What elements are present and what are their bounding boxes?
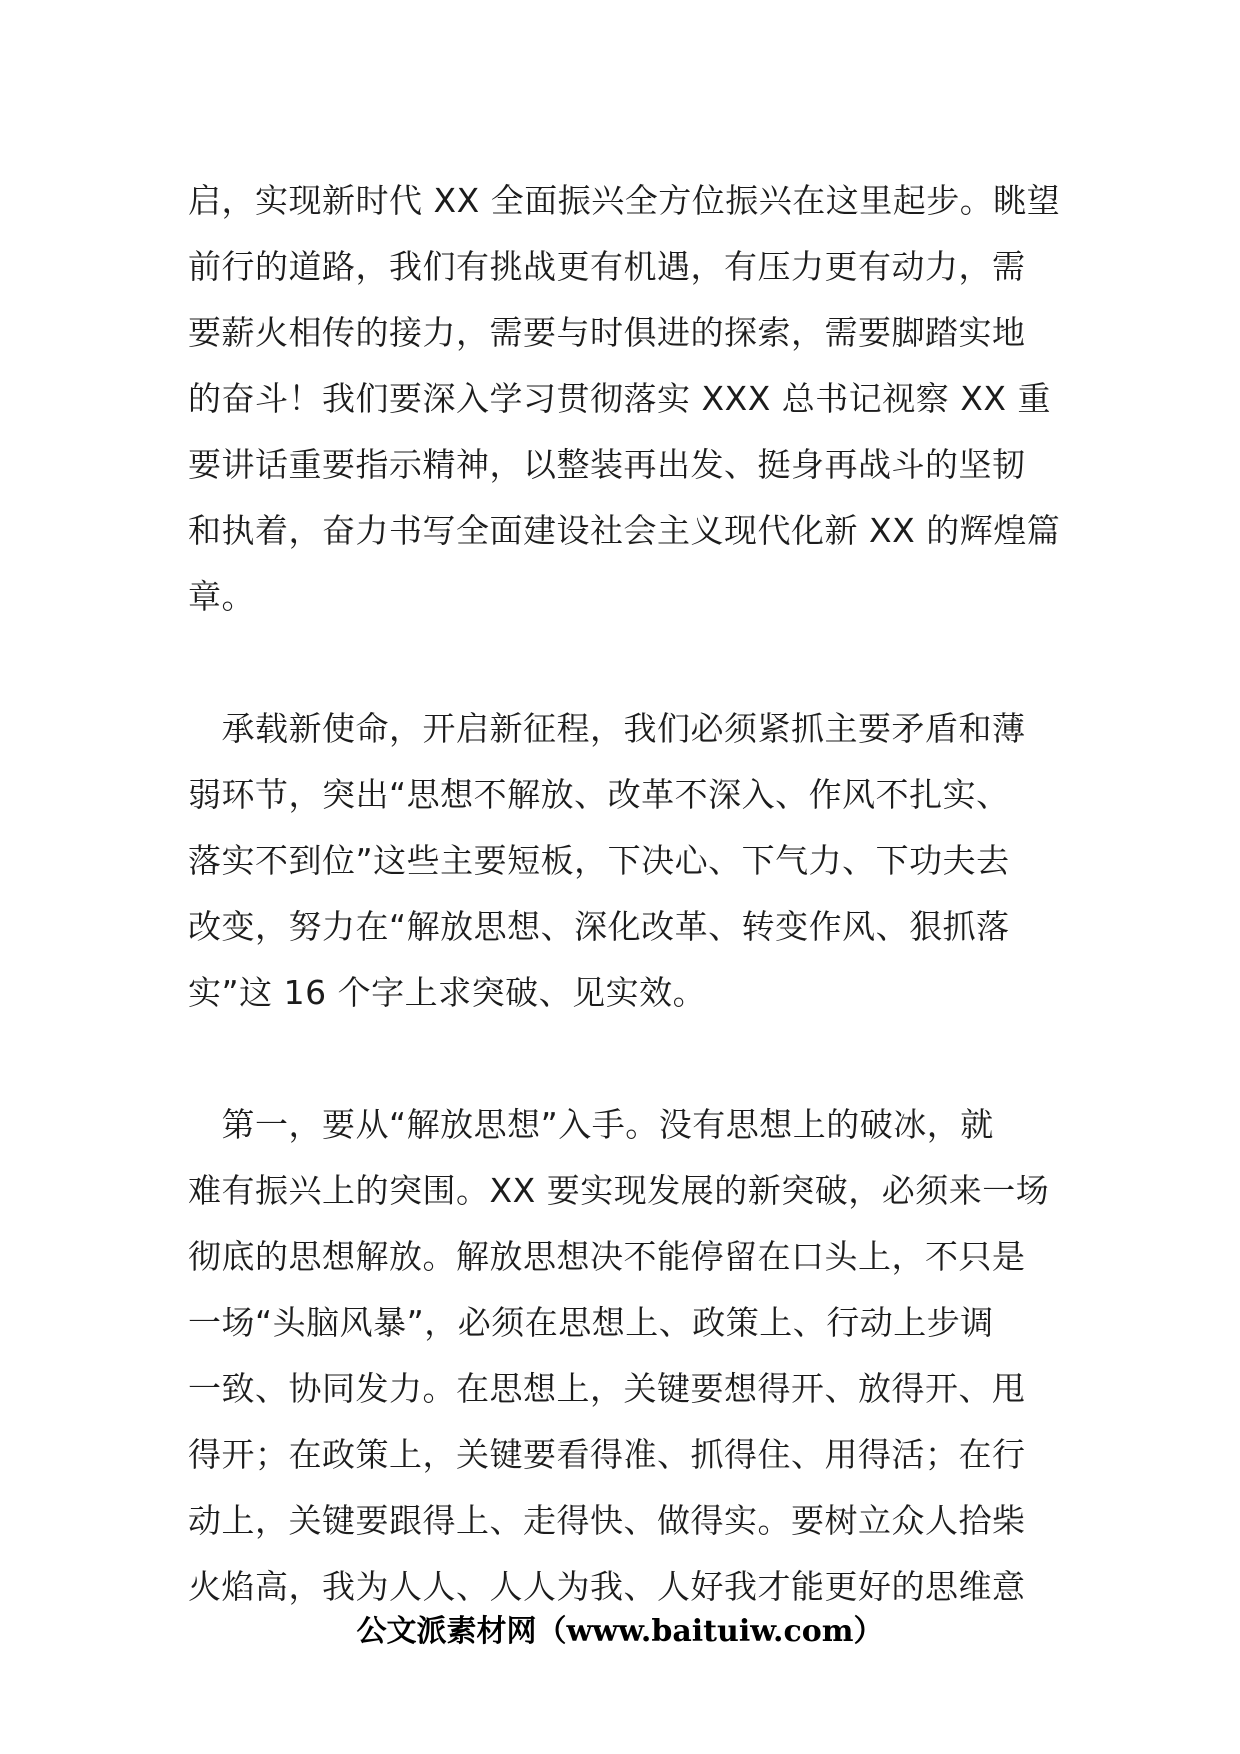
text-line: 改变，努力在“解放思想、深化改革、转变作风、狠抓落 (188, 907, 1010, 946)
text-line: 弱环节，突出“思想不解放、改革不深入、作风不扎实、 (188, 775, 1010, 814)
text-line: 和执着，奋力书写全面建设社会主义现代化新 XX 的辉煌篇 (188, 511, 1061, 550)
text-line: 的奋斗！我们要深入学习贯彻落实 XXX 总书记视察 XX 重 (188, 379, 1051, 418)
text-line: 彻底的思想解放。解放思想决不能停留在口头上，不只是 (188, 1237, 1026, 1276)
text-line: 要讲话重要指示精神，以整装再出发、挺身再战斗的坚韧 (188, 445, 1026, 484)
footer-source-text: 公文派素材网（www.baituiw.com） (356, 1614, 884, 1649)
paragraph-spacer (188, 630, 1058, 696)
text-line: 启，实现新时代 XX 全面振兴全方位振兴在这里起步。眺望 (188, 181, 1061, 220)
text-line: 动上，关键要跟得上、走得快、做得实。要树立众人拾柴 (188, 1501, 1026, 1540)
text-line: 实”这 16 个字上求突破、见实效。 (188, 973, 707, 1012)
text-line: 一致、协同发力。在思想上，关键要想得开、放得开、甩 (188, 1369, 1026, 1408)
paragraph-1 (188, 168, 1061, 630)
text-line: 难有振兴上的突围。XX 要实现发展的新突破，必须来一场 (188, 1171, 1050, 1210)
text-line: 要薪火相传的接力，需要与时俱进的探索，需要脚踏实地 (188, 313, 1026, 352)
paragraph-2 (188, 696, 1058, 1026)
text-line: 落实不到位”这些主要短板，下决心、下气力、下功夫去 (188, 841, 1010, 880)
text-line: 第一，要从“解放思想”入手。没有思想上的破冰，就 (188, 1105, 994, 1144)
document-body (188, 168, 1061, 1620)
text-line: 火焰高，我为人人、人人为我、人好我才能更好的思维意 (188, 1567, 1026, 1606)
text-line: 章。 (188, 577, 255, 616)
paragraph-3 (188, 1092, 1058, 1620)
text-line: 前行的道路，我们有挑战更有机遇，有压力更有动力，需 (188, 247, 1026, 286)
paragraph-spacer (188, 1026, 1058, 1092)
text-line: 得开；在政策上，关键要看得准、抓得住、用得活；在行 (188, 1435, 1026, 1474)
text-line: 一场“头脑风暴”，必须在思想上、政策上、行动上步调 (188, 1303, 994, 1342)
text-line: 承载新使命，开启新征程，我们必须紧抓主要矛盾和薄 (188, 709, 1026, 748)
